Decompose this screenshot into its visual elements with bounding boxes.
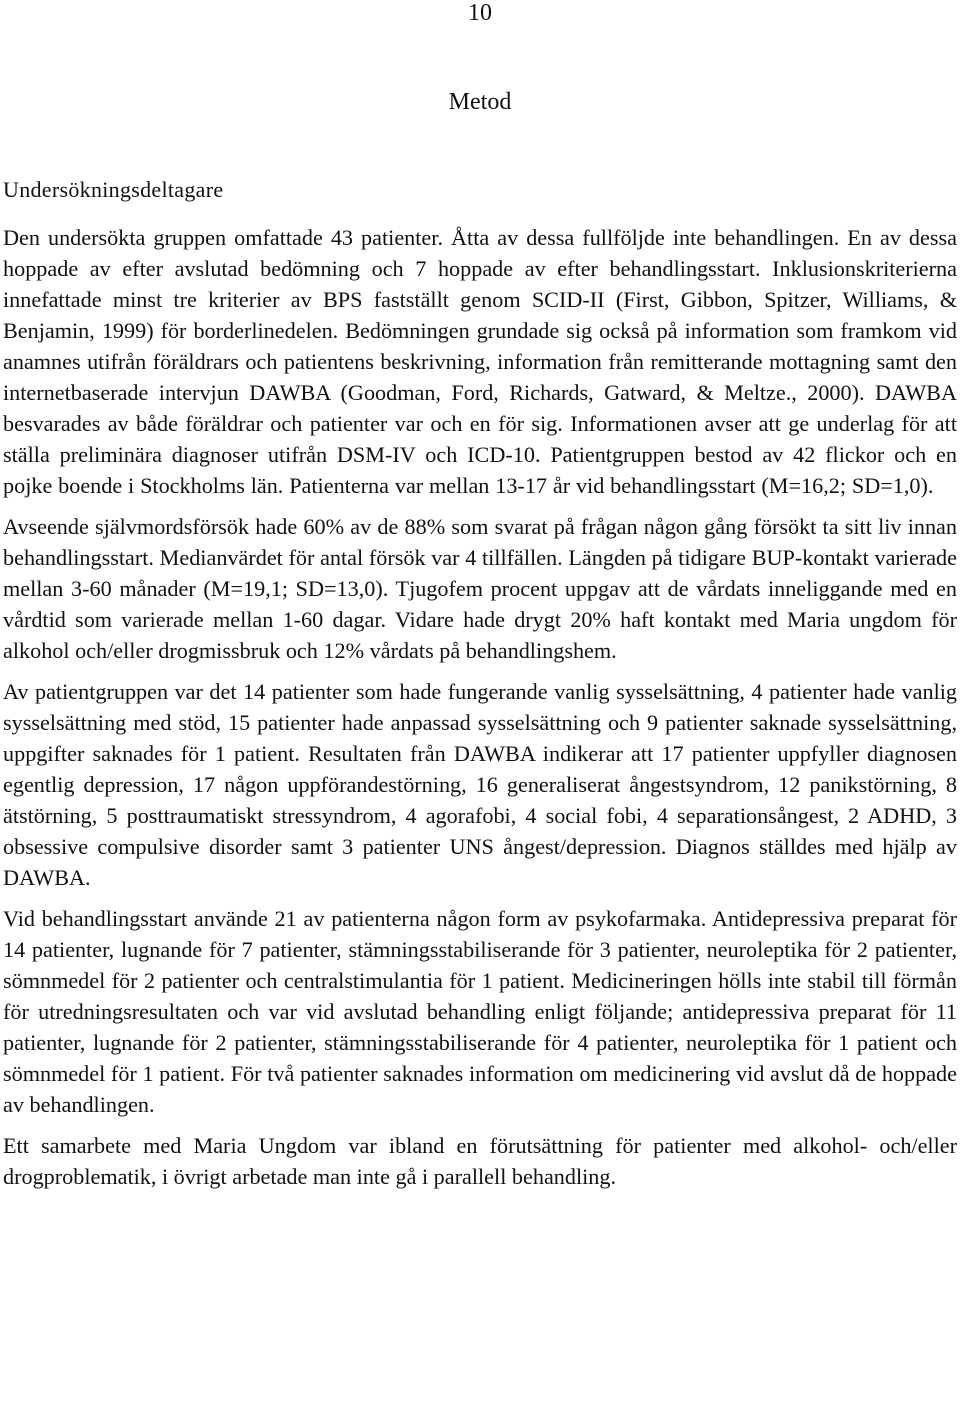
paragraph: Av patientgruppen var det 14 patienter som hade fungerande vanlig sysselsättning, 4 patienter hade vanlig sysselsättning med stöd, 15 patienter hade anpassad sysselsättning och 9 patienter saknade sysselsättning, uppgifter saknades för 1 patient. Resultaten från DAWBA indikerar att 17 patienter uppfyller diagnosen egentlig depression, 17 någon uppförandestörning, 16 generaliserat ångestsyndrom, 12 panikstörning, 8 ätstörning, 5 posttraumatiskt stressyndrom, 4 agorafobi, 4 social fobi, 4 separationsångest, 2 ADHD, 3 obsessive compulsive disorder samt 3 patienter UNS ångest/depression. Diagnos ställdes med hjälp av DAWBA. bbox=[3, 679, 957, 890]
paragraph: Avseende självmordsförsök hade 60% av de 88% som svarat på frågan någon gång försökt ta sitt liv innan behandlingsstart. Medianvärdet för antal försök var 4 tillfällen. Längden på tidigare BUP-kontakt varierade mellan 3-60 månader (M=19,1; SD=13,0). Tjugofem procent uppgav att de vårdats inneliggande med en vårdtid som varierade mellan 1-60 dagar. Vidare hade drygt 20% haft kontakt med Maria ungdom för alkohol och/eller drogmissbruk och 12% vårdats på behandlingshem. bbox=[3, 514, 957, 663]
paragraph: Vid behandlingsstart använde 21 av patienterna någon form av psykofarmaka. Antidepressiva preparat för 14 patienter, lugnande för 7 patienter, stämningsstabiliserande för 3 patienter, neuroleptika för 2 patienter, sömnmedel för 2 patienter och centralstimulantia för 1 patient. Medicineringen hölls inte stabil till förmån för utredningsresultaten och var vid avslutad behandling enligt följande; antidepressiva preparat för 11 patienter, lugnande för 2 patienter, stämningsstabiliserande för 4 patienter, neuroleptika för 1 patient och sömnmedel för 1 patient. För två patienter saknades information om medicinering vid avslut då de hoppade av behandlingen. bbox=[3, 906, 957, 1117]
subheading: Undersökningsdeltagare bbox=[3, 177, 224, 202]
section-title: Metod bbox=[448, 89, 512, 115]
paragraph: Ett samarbete med Maria Ungdom var ibland en förutsättning för patienter med alkohol- och/eller drogproblematik, i övrigt arbetade man inte gå i parallell behandling. bbox=[3, 1133, 957, 1189]
page-number: 10 bbox=[468, 0, 492, 26]
body-text bbox=[3, 222, 957, 1192]
paragraph: Den undersökta gruppen omfattade 43 patienter. Åtta av dessa fullföljde inte behandlingen. En av dessa hoppade av efter avslutad bedömning och 7 hoppade av efter behandlingsstart. Inklusionskriterierna innefattade minst tre kriterier av BPS fastställt genom SCID-II (First, Gibbon, Spitzer, Williams, & Benjamin, 1999) för borderlinedelen. Bedömningen grundade sig också på information som framkom vid anamnes utifrån föräldrars och patientens beskrivning, information från remitterande mottagning samt den internetbaserade intervjun DAWBA (Goodman, Ford, Richards, Gatward, & Meltze., 2000). DAWBA besvarades av både föräldrar och patienter var och en för sig. Informationen avser att ge underlag för att ställa preliminära diagnoser utifrån DSM-IV och ICD-10. Patientgruppen bestod av 42 flickor och en pojke boende i Stockholms län. Patienterna var mellan 13-17 år vid behandlingsstart (M=16,2; SD=1,0). bbox=[3, 225, 957, 498]
